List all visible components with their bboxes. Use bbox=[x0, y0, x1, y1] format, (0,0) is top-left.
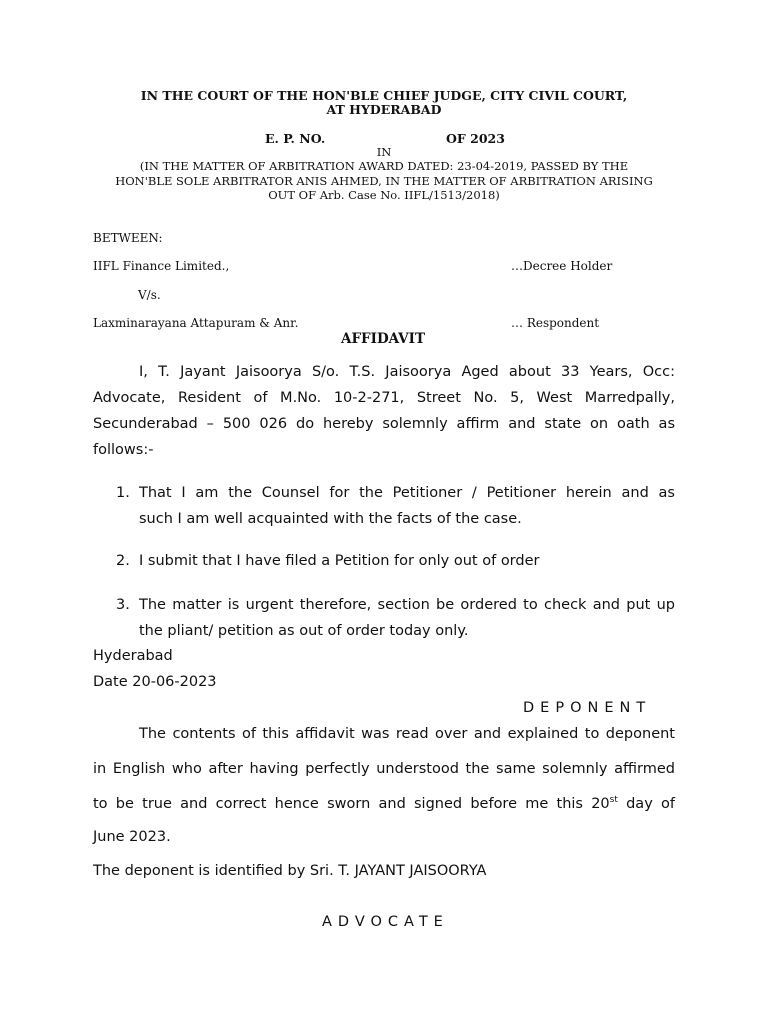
intro-line2-wrap bbox=[93, 390, 675, 406]
intro-line4: follows:- bbox=[93, 442, 154, 458]
in-word: IN bbox=[376, 145, 392, 159]
jurat-line3-post: day of bbox=[617, 796, 675, 812]
point-2-number: 2. bbox=[116, 553, 130, 569]
jurat-line2: in English who after having perfectly understood the same solemnly affirmed bbox=[93, 761, 675, 777]
versus-label: V/s. bbox=[138, 288, 161, 302]
respondent-role: … Respondent bbox=[511, 316, 600, 330]
matter-line2: HON'BLE SOLE ARBITRATOR ANIS AHMED, IN THE MATTER OF ARBITRATION ARISING bbox=[115, 174, 653, 188]
jurat-line4: June 2023. bbox=[93, 829, 171, 845]
point-3-line2: the pliant/ petition as out of order today only. bbox=[139, 623, 469, 639]
point-1-line2: such I am well acquainted with the facts of the case. bbox=[139, 511, 522, 527]
intro-line3: Secunderabad – 500 026 do hereby solemnly affirm and state on oath as bbox=[93, 416, 675, 432]
decree-holder-role: …Decree Holder bbox=[511, 259, 613, 273]
between-label: BETWEEN: bbox=[93, 231, 163, 245]
point-1-line1-wrap bbox=[139, 485, 675, 501]
matter-line1: (IN THE MATTER OF ARBITRATION AWARD DATED: 23-04-2019, PASSED BY THE bbox=[139, 159, 629, 173]
point-3-line1-wrap bbox=[139, 597, 675, 613]
intro-line2: Advocate, Resident of M.No. 10-2-271, Street No. 5, West Marredpally, bbox=[93, 390, 675, 406]
ep-no-label: E. P. NO. bbox=[265, 131, 326, 146]
affidavit-title: AFFIDAVIT bbox=[341, 331, 425, 347]
decree-holder-name: IIFL Finance Limited., bbox=[93, 259, 230, 273]
court-title-line1: IN THE COURT OF THE HON'BLE CHIEF JUDGE, CITY CIVIL COURT, bbox=[140, 88, 628, 103]
intro-paragraph bbox=[93, 364, 675, 380]
jurat-line1-wrap bbox=[139, 726, 675, 742]
court-title-line2: AT HYDERABAD bbox=[326, 102, 442, 117]
matter-line3: OUT OF Arb. Case No. IIFL/1513/2018) bbox=[268, 188, 500, 202]
jurat-line3-sup: st bbox=[609, 795, 618, 805]
date-label: Date 20-06-2023 bbox=[93, 674, 217, 690]
deponent-label: DEPONENT bbox=[523, 700, 652, 716]
respondent-name: Laxminarayana Attapuram & Anr. bbox=[93, 316, 299, 330]
point-3-line1: The matter is urgent therefore, section be ordered to check and put up bbox=[139, 597, 675, 613]
jurat-line1: The contents of this affidavit was read over and explained to deponent bbox=[139, 726, 675, 742]
point-3-number: 3. bbox=[116, 597, 130, 613]
identified-by: The deponent is identified by Sri. T. JAYANT JAISOORYA bbox=[93, 863, 487, 879]
intro-line3-wrap bbox=[93, 416, 675, 432]
jurat-line3 bbox=[93, 795, 675, 812]
point-1-line1: That I am the Counsel for the Petitioner / Petitioner herein and as bbox=[139, 485, 675, 501]
point-2-line1: I submit that I have filed a Petition for only out of order bbox=[139, 553, 540, 569]
intro-line1: I, T. Jayant Jaisoorya S/o. T.S. Jaisoorya Aged about 33 Years, Occ: bbox=[139, 364, 675, 380]
jurat-line3-pre: to be true and correct hence sworn and signed before me this 20 bbox=[93, 796, 610, 812]
jurat-line2-wrap bbox=[93, 761, 675, 777]
jurat-line3-wrap bbox=[93, 795, 675, 812]
point-1-number: 1. bbox=[116, 485, 130, 501]
advocate-label: ADVOCATE bbox=[322, 914, 449, 930]
place-label: Hyderabad bbox=[93, 648, 173, 664]
ep-no-of-year: OF 2023 bbox=[446, 131, 505, 146]
